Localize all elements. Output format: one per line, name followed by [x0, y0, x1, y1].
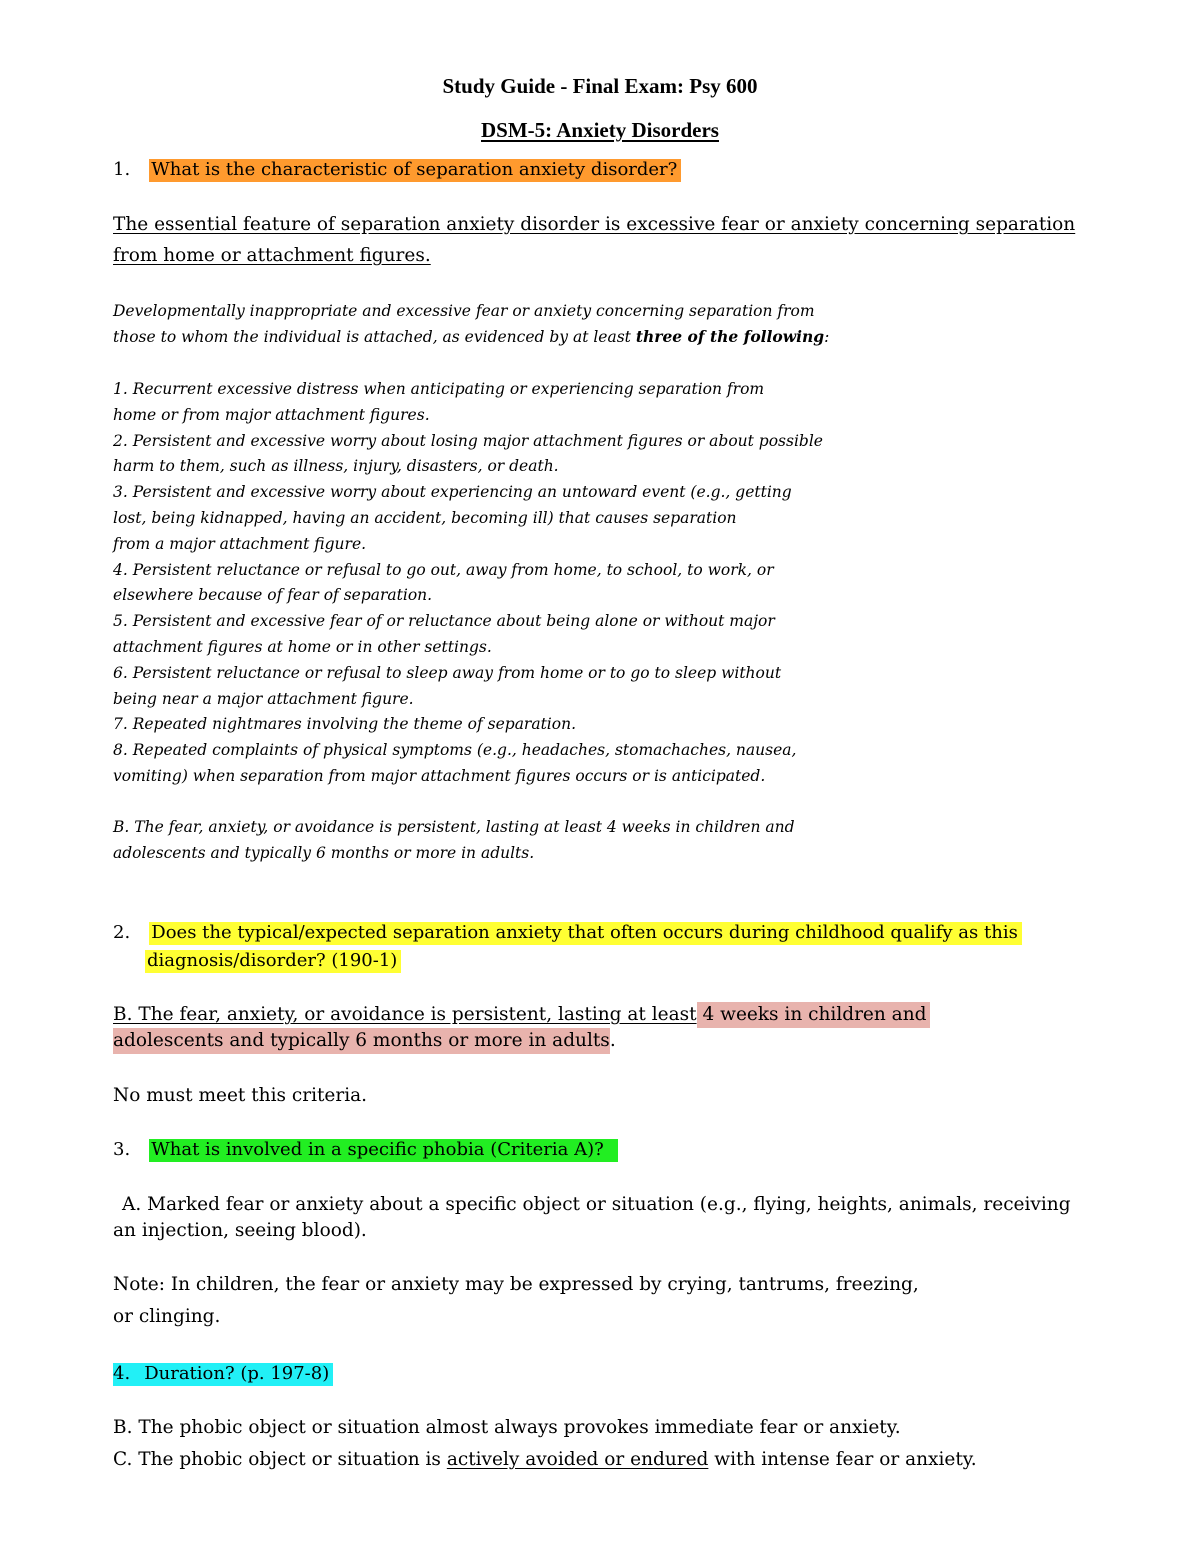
criteria-intro-end: : [824, 328, 830, 346]
question-text: Duration? (p. 197-8) [144, 1363, 333, 1386]
answer-line: from home or attachment figures. [113, 245, 431, 266]
criteria-intro [113, 324, 829, 350]
criteria-line: 4. Persistent reluctance or refusal to go out, away from home, to school, to work, or [113, 560, 774, 579]
criteria-line: elsewhere because of fear of separation. [113, 586, 433, 605]
criteria-line: 1. Recurrent excessive distress when anticipating or experiencing separation from [113, 380, 765, 398]
criteria-list [113, 376, 823, 789]
answer-underlined: B. The fear, anxiety, or avoidance is persistent, lasting at least [113, 1004, 697, 1025]
criteria-line: attachment figures at home or in other settings. [113, 637, 492, 656]
answer-text: with intense fear or anxiety. [708, 1449, 977, 1470]
criteria-intro-text: those to whom the individual is attached, as evidenced by at least [113, 328, 636, 346]
criteria-line: 2. Persistent and excessive worry about losing major attachment figures or about possible [113, 431, 823, 450]
answer-note: or clinging. [113, 1306, 221, 1327]
answer-highlight: adolescents and typically 6 months or more in adults [113, 1028, 610, 1054]
criteria-line: from a major attachment figure. [113, 534, 367, 553]
question-text: What is involved in a specific phobia (Criteria A)? [149, 1139, 617, 1162]
answer-text: C. The phobic object or situation is [113, 1449, 447, 1470]
question-number: 2. [113, 922, 131, 943]
criteria-line: 8. Repeated complaints of physical symptoms (e.g., headaches, stomachaches, nausea, [113, 741, 797, 760]
answer-line: The essential feature of separation anxiety disorder is excessive fear or anxiety concerning separation [113, 214, 1076, 235]
answer-line [113, 1449, 977, 1470]
criteria-line: lost, being kidnapped, having an accident, becoming ill) that causes separation [113, 508, 737, 527]
criteria-line: being near a major attachment figure. [113, 689, 414, 708]
question-text: diagnosis/disorder? (190-1) [145, 950, 401, 973]
criteria-line: 6. Persistent reluctance or refusal to sleep away from home or to go to sleep without [113, 663, 782, 682]
criteria-line: harm to them, such as illness, injury, disasters, or death. [113, 457, 559, 476]
question-4 [113, 1363, 333, 1384]
answer-line [113, 1004, 930, 1025]
answer-line: an injection, seeing blood). [113, 1220, 367, 1241]
answer-note: Note: In children, the fear or anxiety may be expressed by crying, tantrums, freezing, [113, 1274, 919, 1295]
question-number: 3. [113, 1139, 131, 1160]
criteria-intro-bold: three of the following [635, 327, 825, 346]
criteria-line: 3. Persistent and excessive worry about experiencing an untoward event (e.g., getting [113, 483, 792, 502]
answer-line: B. The phobic object or situation almost always provokes immediate fear or anxiety. [113, 1417, 901, 1438]
answer-line: A. Marked fear or anxiety about a specific object or situation (e.g., flying, heights, animals, receiving [122, 1194, 1071, 1215]
criteria-intro: Developmentally inappropriate and excessive fear or anxiety concerning separation from [113, 302, 815, 320]
criteria-b: B. The fear, anxiety, or avoidance is persistent, lasting at least 4 weeks in children and [113, 818, 795, 836]
answer-line [113, 1030, 616, 1051]
question-2-cont [145, 950, 401, 971]
answer-underlined: actively avoided or endured [446, 1449, 709, 1470]
question-2 [113, 922, 1022, 943]
document-title: Study Guide - Final Exam: Psy 600 [442, 74, 758, 98]
question-number: 1. [113, 159, 131, 180]
question-text: Does the typical/expected separation anxiety that often occurs during childhood qualify as this [149, 922, 1022, 945]
document-subtitle: DSM-5: Anxiety Disorders [481, 118, 719, 142]
answer-highlight: 4 weeks in children and [697, 1002, 931, 1028]
criteria-b: adolescents and typically 6 months or more in adults. [113, 844, 535, 862]
criteria-line: 5. Persistent and excessive fear of or reluctance about being alone or without major [113, 612, 775, 631]
criteria-line: 7. Repeated nightmares involving the theme of separation. [113, 715, 577, 734]
answer-note: No must meet this criteria. [113, 1085, 368, 1106]
question-text: What is the characteristic of separation anxiety disorder? [149, 159, 681, 182]
question-1 [113, 159, 681, 180]
criteria-line: vomiting) when separation from major attachment figures occurs or is anticipated. [113, 766, 766, 785]
question-3 [113, 1139, 618, 1160]
question-number: 4. [113, 1363, 144, 1386]
criteria-line: home or from major attachment figures. [113, 405, 430, 424]
answer-end: . [609, 1030, 616, 1051]
